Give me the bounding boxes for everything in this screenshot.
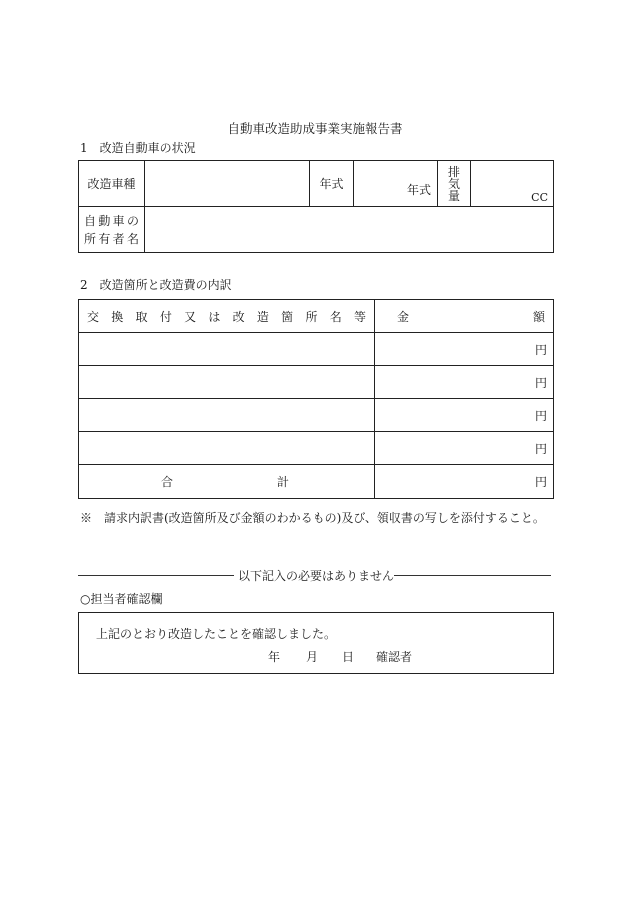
item-cell[interactable] [79, 366, 375, 399]
owner-value-cell[interactable] [145, 207, 554, 253]
total-amount-cell[interactable]: 円 [375, 465, 554, 499]
amount-cell[interactable]: 円 [375, 333, 554, 366]
displacement-label [438, 161, 471, 207]
confirmation-heading: ○担当者確認欄 [80, 592, 163, 606]
total-label: 合計 [79, 465, 375, 499]
cost-row [79, 399, 554, 432]
owner-label-line-2: 所有者名 [84, 231, 139, 246]
date-year-label: 年 [268, 650, 281, 664]
year-unit: 年式 [406, 183, 431, 197]
displacement-char-2: 気 [447, 176, 460, 191]
vehicle-row [79, 161, 554, 207]
owner-label-line-1: 自動車の [84, 213, 139, 228]
document-title: 自動車改造助成事業実施報告書 [227, 121, 403, 136]
model-label: 改造車種 [79, 161, 145, 207]
section1-heading: 1 改造自動車の状況 [80, 141, 196, 155]
displacement-char-3: 量 [447, 188, 460, 203]
amount-header-char-1: 金 [397, 309, 410, 324]
displacement-value-cell[interactable] [471, 161, 554, 207]
owner-row [79, 207, 554, 253]
divider-line-right [394, 575, 551, 576]
section2-heading: 2 改造箇所と改造費の内訳 [80, 278, 232, 292]
model-value-cell[interactable] [145, 161, 310, 207]
amount-cell[interactable]: 円 [375, 366, 554, 399]
date-day-label: 日 [342, 650, 355, 664]
attachment-note: ※ 請求内訳書(改造箇所及び金額のわかるもの)及び、領収書の写しを添付すること。 [80, 511, 545, 525]
total-row [79, 465, 554, 499]
amount-cell[interactable]: 円 [375, 399, 554, 432]
date-month-label: 月 [306, 650, 319, 664]
amount-header-char-2: 額 [532, 309, 545, 324]
cost-row [79, 432, 554, 465]
item-cell[interactable] [79, 399, 375, 432]
owner-label [79, 207, 145, 253]
cost-header-row [79, 300, 554, 333]
displacement-char-1: 排 [447, 164, 460, 179]
cc-unit: CC [531, 191, 548, 204]
divider-text: 以下記入の必要はありません [238, 569, 395, 583]
year-label: 年式 [310, 161, 354, 207]
divider-line-left [78, 575, 234, 576]
item-cell[interactable] [79, 333, 375, 366]
vehicle-status-table [78, 160, 554, 253]
item-cell[interactable] [79, 432, 375, 465]
cost-row [79, 366, 554, 399]
confirmation-text: 上記のとおり改造したことを確認しました。 [96, 627, 337, 641]
confirmer-label: 確認者 [376, 650, 413, 664]
amount-cell[interactable]: 円 [375, 432, 554, 465]
item-column-header: 交換取付又は改造箇所名等 [79, 300, 375, 333]
modification-cost-table [78, 299, 554, 499]
cost-row [79, 333, 554, 366]
amount-column-header [375, 300, 554, 333]
year-value-cell[interactable] [354, 161, 438, 207]
